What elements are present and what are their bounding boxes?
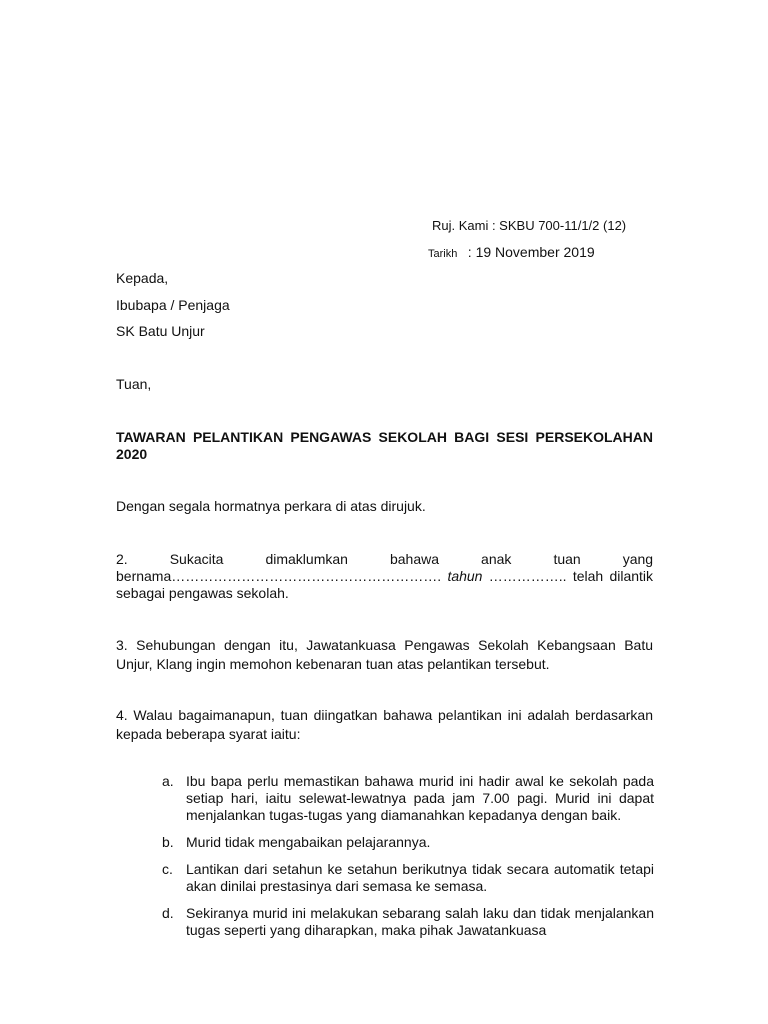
recipient-line-2: Ibubapa / Penjaga: [116, 297, 230, 313]
recipient-line-1: Kepada,: [116, 270, 169, 286]
reference-number: Ruj. Kami : SKBU 700-11/1/2 (12): [432, 218, 627, 233]
para2-word: anak: [481, 551, 512, 567]
para2-word: Sukacita: [169, 551, 224, 567]
condition-text: Murid tidak mengabaikan pelajarannya.: [186, 834, 431, 850]
para2-word: tuan: [553, 551, 581, 567]
condition-marker: d.: [162, 905, 174, 921]
paragraph-3: 3. Sehubungan dengan itu, Jawatankuasa Pengawas Sekolah Kebangsaan Batu Unjur, Klang ingin memohon kebenaran tuan atas pelantikan tersebut.: [116, 637, 653, 672]
para2-word: bahawa: [389, 551, 440, 567]
condition-text: Ibu bapa perlu memastikan bahawa murid ini hadir awal ke sekolah pada setiap hari, iaitu selewat-lewatnya pada jam 7.00 pagi. Murid ini dapat menjalankan tugas-tugas yang diamanahkan kepadanya dengan baik.: [186, 773, 654, 823]
tahun-label: tahun: [447, 568, 483, 584]
intro-paragraph: Dengan segala hormatnya perkara di atas dirujuk.: [116, 498, 426, 514]
condition-marker: a.: [162, 773, 174, 789]
recipient-line-3: SK Batu Unjur: [116, 323, 205, 339]
condition-text: Lantikan dari setahun ke setahun berikutnya tidak secara automatik tetapi akan dinilai prestasinya dari semasa ke semasa.: [186, 861, 654, 894]
name-blank: bernama………………………………………………….: [116, 568, 442, 584]
date-value: : 19 November 2019: [467, 244, 595, 260]
date-line: [428, 244, 595, 262]
para2-word: yang: [622, 551, 654, 567]
letter-title: TAWARAN PELANTIKAN PENGAWAS SEKOLAH BAGI SESI PERSEKOLAHAN 2020: [116, 429, 653, 462]
paragraph-4: 4. Walau bagaimanapun, tuan diingatkan bahawa pelantikan ini adalah berdasarkan kepada beberapa syarat iaitu:: [116, 707, 653, 742]
para2-number: 2.: [116, 551, 128, 567]
condition-marker: c.: [162, 861, 173, 877]
condition-text: Sekiranya murid ini melakukan sebarang salah laku dan tidak menjalankan tugas seperti yang diharapkan, maka pihak Jawatankuasa: [186, 905, 654, 938]
date-label: Tarikh: [428, 248, 458, 260]
para2-line-3: sebagai pengawas sekolah.: [116, 585, 289, 601]
tahun-blank: …………….. telah dilantik: [488, 568, 654, 584]
condition-marker: b.: [162, 834, 174, 850]
para2-line-1: [116, 551, 653, 567]
salutation: Tuan,: [116, 376, 152, 392]
para2-line-2: [116, 568, 653, 584]
para2-word: dimaklumkan: [265, 551, 348, 567]
